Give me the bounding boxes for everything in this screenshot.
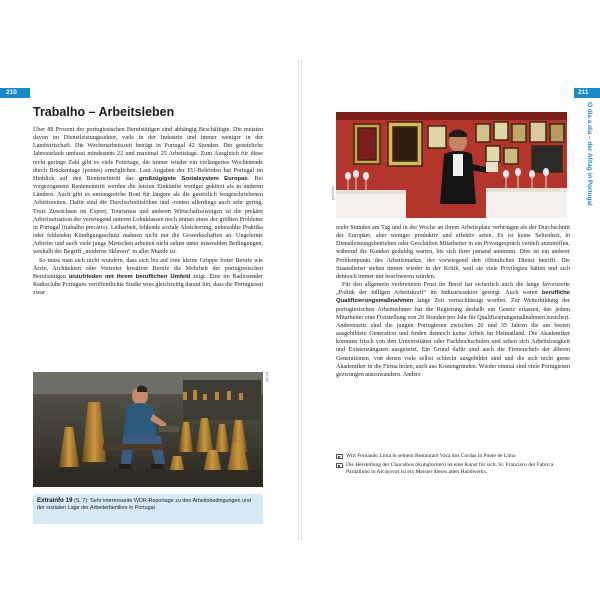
photo-caption-icon [336,463,343,468]
page-number-right: 211 [578,89,589,96]
extrainfo-box [33,494,263,524]
extrainfo-label: Extrainfo 19 [37,497,73,504]
photo-captions [336,453,570,479]
caption-text-1: Wirt Fernando Lima in seinem Restaurant Vaca dos Cordas in Ponte de Lima [346,453,516,459]
running-head [578,102,594,262]
photo-bell-workshop [33,372,263,487]
caption-text-2: Die Herstellung der Chocalhos (Kuhglocken) ist eine Kunst für sich. Sr. Francisco der Fabrica Pardalinho in Alcáçovas ist ein Meister dieses alten Handwerks. [346,462,554,476]
caption-restaurant [336,453,570,460]
extrainfo-text: Sehr interessante WDR-Reportage zu den Arbeitsbedingungen und der sozialen Lage der Arbeiterfamilien in Portugal [37,498,252,511]
left-paragraph-1: Über 88 Prozent der portugiesischen Berufstätigen sind abhängig Beschäftigte. Die meisten davon im Dienstleistungssektor, viele in der Industrie und immer weniger in der Landwirtschaft. Die Wochenarbeitszeit beträgt in Portugal 42 Stunden. Der gesetzliche Jahresurlaub umfasst mindestens 22 und maximal 25 Arbeitstage. Zum Ausgleich für diese recht geringe Zahl gibt es viele Feiertage, die immer wieder ein verlängertes Wochenende durch Brückentage (pontes) ermöglichen. Laut Angaben der EU-Behörden hat Portugal im Hinblick auf den Renteneintritt das großzügigste Sozialsystem Europas. Bei vorgezogenem Renteneintritt werden die letzten Einkünfte weniger gekürzt als in anderen Ländern. Auch gibt es umfangreiche Boni für längere als die gesetzlich festgeschriebenen Arbeitszeiten. Dafür sind die Durchschnittslöhne und -renten allerdings auch sehr gering. Trotz Zuwächsen im Export, Tourismus und anderen Wirtschaftszweigen ist die prekäre Arbeitssituation der verwiegend unteren Lohnklassen noch immer eines der größten Probleme in Portugal (trabalho precário). Leiharbeit, fehlende soziale Absicherung, unbezahlte Praktika oder fehlenden Kündigungsschutz mahnen nicht nur die Gewerkschaften an. Ungelernte Arbeiter und auch viele junge Menschen arbeiten nicht selten unter miserablen Bedingungen, weshalb der Begriff „moderne Sklaven“ in aller Munde ist. [33,127,263,256]
right-body-text [336,224,570,448]
section-title: Trabalho – Arbeitsleben [33,105,175,119]
extrainfo-ref: (S. 7): [73,498,89,504]
photo-credit-right: ps015ss [331,185,335,200]
restaurant-illustration [336,112,567,218]
emphasis-text: unzufrieden mit ihrem beruflichen Umfeld [68,273,191,280]
photo-caption-icon [336,454,343,459]
page-number-left: 210 [6,89,17,96]
bell-workshop-illustration [33,372,263,487]
emphasis-text: berufliche Qualifizierungsmaßnahmen [336,290,570,305]
gutter-shadow [298,60,302,540]
right-paragraph-2: Für den allgemein verbreiteten Frust im Beruf hat sicherlich auch die lange favorisierte „Politik der billigen Arbeitskraft“ im Industriesektor gesorgt. Auch waren berufliche Qualifizierungsmaßnahmen lange Zeit vernachlässigt worden. Zur Weiterbildung der portugiesischen Arbeitnehmer hat die Regierung deshalb ein Gesetz erlassen, das jedem Mitarbeiter eine Freistellung von 20 Stunden pro Jahr für Qualifizierungsmaßnahmen zusichert. Andererseits sind die jungen Portugiesen zwischen 20 und 35 Jahren die am besten ausgebildete Generation und finden dennoch keine Arbeit im Heimatland. Die Akademiker kommen frisch von den Universitäten oder Fachhochschulen und sehen sich Arbeitslosigkeit und Existenzängsten ausgesetzt. Ein Grund dafür sind auch die Firmenchefs der älteren Generationen, von denen viele selbst schlecht ausgebildet sind und die sich nicht gerne Akademiker in die Firma holen, auch aus Kostengründen. Wieder einmal sind viele Portugiesen gezwungen auszuwandern. Andere [336,282,570,378]
photo-restaurant [336,112,567,218]
left-body-text [33,126,263,362]
right-paragraph-1: mehr Stunden am Tag und in der Woche an ihrem Arbeitsplatz verbringen als der Durchschnitt der Europäer, aber weniger produktiv und effektiv seien. Es ist keine Seltenheit, in Dienstleistungsbetrieben oder Geschäften Mitarbeiter in ein Privatgespräch vertieft anzutreffen, während die Kunden geduldig warten, bis sich ihrer jemand annimmt. Dies ist ein anderer Problempunkt des Arbeitsmarkts, der vorwiegend den öffentlichen Dienst betrifft. Die Staatsdiener stehen immer wieder in der Kritik, weil sie viele Privilegien hätten und sich dennoch immer nur beschweren würden. [336,225,570,280]
caption-bells [336,462,570,476]
photo-credit-left: ps160 [265,372,269,383]
left-paragraph-2: So muss man sich nicht wundern, dass sich bis auf eine kleine Gruppe freier Berufe wie Ärzte, Architekten oder Vertreter kreativer Berufe die Mehrheit der portugiesischen Berufstätigen unzufrieden mit ihrem beruflichen Umfeld zeigt. Eine im Radiosender Radioclube Portugues veröffentlichte Studie wies gleichzeitig darauf hin, dass die Portugiesen zwar [33,257,263,297]
running-head-text: O dia a dia – der Alltag in Portugal [586,102,593,206]
emphasis-text: großzügigste Sozialsystem Europas [139,175,248,182]
